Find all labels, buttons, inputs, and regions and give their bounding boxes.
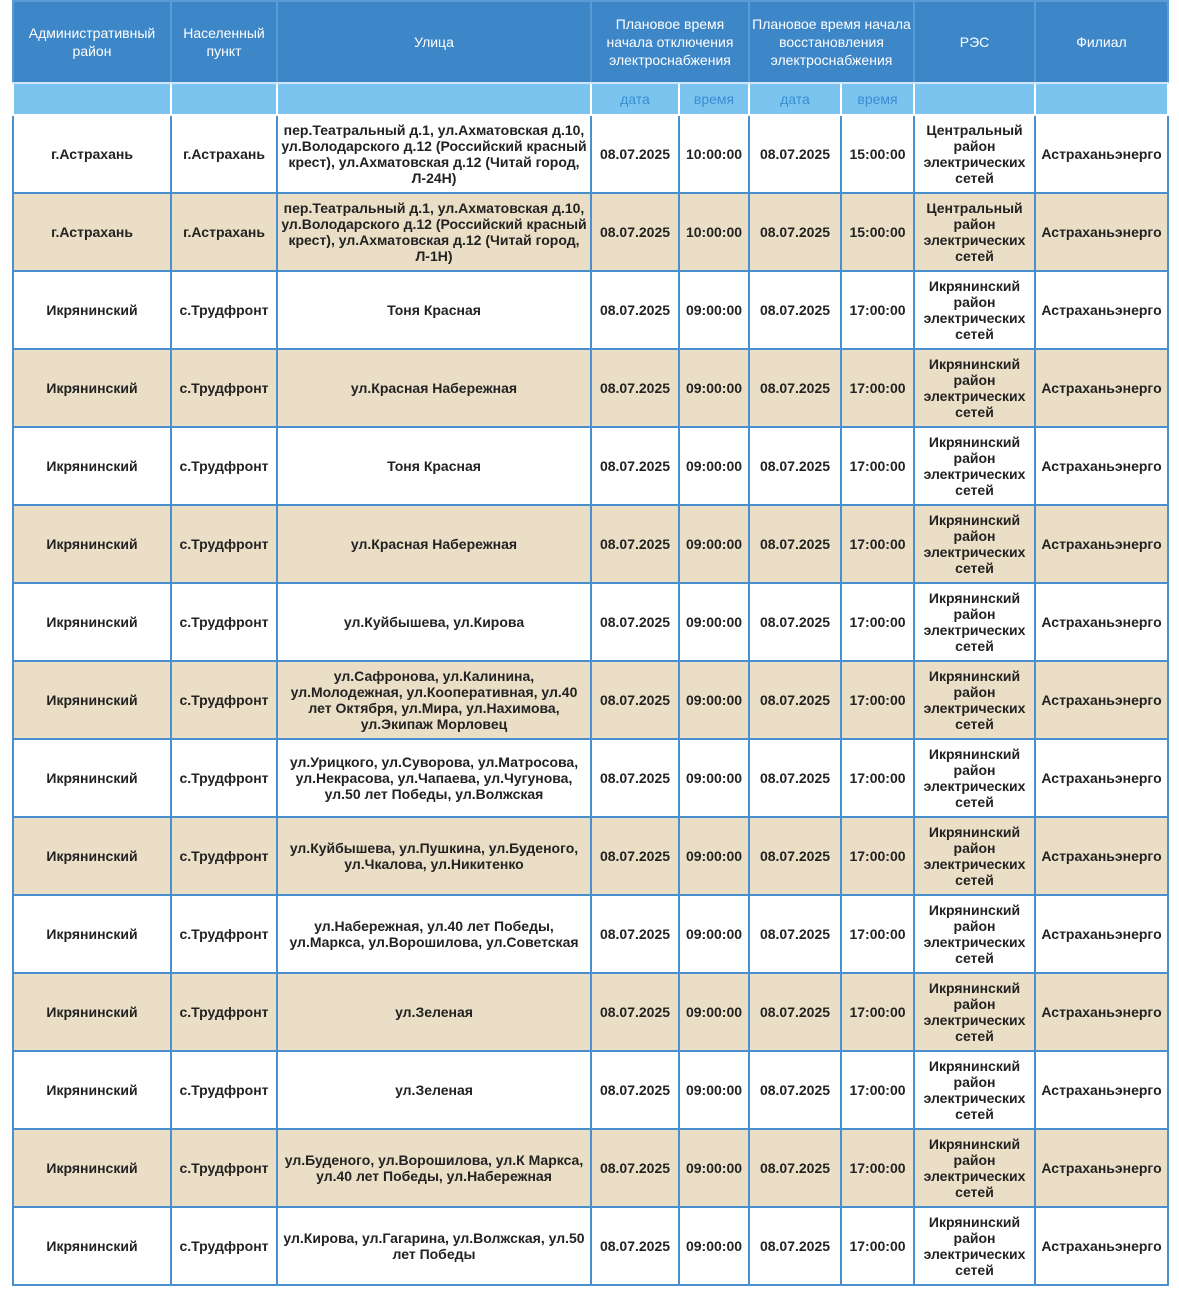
cell-res: Икрянинский район электрических сетей [914, 1051, 1035, 1129]
cell-end-date: 08.07.2025 [749, 1051, 841, 1129]
cell-branch: Астраханьэнерго [1035, 973, 1168, 1051]
cell-res: Икрянинский район электрических сетей [914, 505, 1035, 583]
table-row [13, 115, 1168, 193]
cell-end-time: 15:00:00 [841, 115, 914, 193]
cell-start-date: 08.07.2025 [591, 817, 679, 895]
cell-branch: Астраханьэнерго [1035, 271, 1168, 349]
cell-res: Икрянинский район электрических сетей [914, 1129, 1035, 1207]
table-row [13, 427, 1168, 505]
cell-locality: с.Трудфронт [171, 817, 277, 895]
cell-res: Икрянинский район электрических сетей [914, 583, 1035, 661]
cell-start-time: 09:00:00 [679, 427, 749, 505]
cell-end-time: 17:00:00 [841, 661, 914, 739]
cell-branch: Астраханьэнерго [1035, 1129, 1168, 1207]
cell-locality: с.Трудфронт [171, 349, 277, 427]
cell-start-time: 10:00:00 [679, 115, 749, 193]
header-res: РЭС [914, 1, 1035, 83]
cell-street: ул.Красная Набережная [277, 349, 591, 427]
cell-district: Икрянинский [13, 505, 171, 583]
cell-street: ул.Зеленая [277, 1051, 591, 1129]
cell-start-date: 08.07.2025 [591, 193, 679, 271]
header-start: Плановое время начала отключения электроснабжения [591, 1, 749, 83]
table-row [13, 271, 1168, 349]
cell-street: ул.Кирова, ул.Гагарина, ул.Волжская, ул.50 лет Победы [277, 1207, 591, 1285]
cell-start-time: 09:00:00 [679, 817, 749, 895]
cell-street: ул.Набережная, ул.40 лет Победы, ул.Маркса, ул.Ворошилова, ул.Советская [277, 895, 591, 973]
cell-end-date: 08.07.2025 [749, 1129, 841, 1207]
cell-start-date: 08.07.2025 [591, 349, 679, 427]
table-row [13, 505, 1168, 583]
subheader-row [13, 83, 1168, 115]
table-row [13, 739, 1168, 817]
cell-end-date: 08.07.2025 [749, 115, 841, 193]
cell-start-time: 09:00:00 [679, 349, 749, 427]
cell-res: Икрянинский район электрических сетей [914, 271, 1035, 349]
cell-district: Икрянинский [13, 973, 171, 1051]
subheader-empty [1035, 83, 1168, 115]
cell-district: Икрянинский [13, 1129, 171, 1207]
cell-start-date: 08.07.2025 [591, 1129, 679, 1207]
cell-end-date: 08.07.2025 [749, 739, 841, 817]
cell-end-time: 17:00:00 [841, 271, 914, 349]
cell-start-date: 08.07.2025 [591, 1051, 679, 1129]
subheader-empty [914, 83, 1035, 115]
cell-end-time: 17:00:00 [841, 895, 914, 973]
cell-district: Икрянинский [13, 661, 171, 739]
cell-res: Икрянинский район электрических сетей [914, 1207, 1035, 1285]
cell-district: Икрянинский [13, 817, 171, 895]
cell-start-time: 09:00:00 [679, 1129, 749, 1207]
cell-end-time: 17:00:00 [841, 973, 914, 1051]
cell-district: Икрянинский [13, 739, 171, 817]
cell-start-date: 08.07.2025 [591, 973, 679, 1051]
cell-end-date: 08.07.2025 [749, 505, 841, 583]
cell-locality: г.Астрахань [171, 193, 277, 271]
cell-start-time: 09:00:00 [679, 1051, 749, 1129]
table-row [13, 895, 1168, 973]
cell-end-date: 08.07.2025 [749, 1207, 841, 1285]
subheader-start-date: дата [591, 83, 679, 115]
cell-locality: г.Астрахань [171, 115, 277, 193]
cell-start-time: 09:00:00 [679, 505, 749, 583]
cell-district: Икрянинский [13, 271, 171, 349]
cell-end-time: 17:00:00 [841, 739, 914, 817]
cell-locality: с.Трудфронт [171, 427, 277, 505]
cell-end-time: 15:00:00 [841, 193, 914, 271]
cell-end-time: 17:00:00 [841, 817, 914, 895]
cell-res: Икрянинский район электрических сетей [914, 661, 1035, 739]
cell-start-time: 09:00:00 [679, 973, 749, 1051]
cell-street: ул.Буденого, ул.Ворошилова, ул.К Маркса, ул.40 лет Победы, ул.Набережная [277, 1129, 591, 1207]
cell-end-time: 17:00:00 [841, 1129, 914, 1207]
cell-locality: с.Трудфронт [171, 739, 277, 817]
cell-branch: Астраханьэнерго [1035, 1051, 1168, 1129]
header-locality: Населенный пункт [171, 1, 277, 83]
cell-start-time: 09:00:00 [679, 739, 749, 817]
cell-res: Центральный район электрических сетей [914, 115, 1035, 193]
cell-locality: с.Трудфронт [171, 583, 277, 661]
cell-start-date: 08.07.2025 [591, 427, 679, 505]
header-restore: Плановое время начала восстановления электроснабжения [749, 1, 914, 83]
cell-res: Икрянинский район электрических сетей [914, 349, 1035, 427]
cell-locality: с.Трудфронт [171, 1129, 277, 1207]
cell-res: Икрянинский район электрических сетей [914, 817, 1035, 895]
cell-start-time: 09:00:00 [679, 271, 749, 349]
cell-locality: с.Трудфронт [171, 505, 277, 583]
table-row [13, 1129, 1168, 1207]
cell-end-date: 08.07.2025 [749, 349, 841, 427]
cell-street: ул.Куйбышева, ул.Пушкина, ул.Буденого, ул.Чкалова, ул.Никитенко [277, 817, 591, 895]
cell-district: Икрянинский [13, 1207, 171, 1285]
table-body [13, 115, 1168, 1285]
cell-street: Тоня Красная [277, 427, 591, 505]
cell-district: г.Астрахань [13, 193, 171, 271]
cell-start-date: 08.07.2025 [591, 271, 679, 349]
cell-district: Икрянинский [13, 1051, 171, 1129]
header-row [13, 1, 1168, 83]
table-row [13, 973, 1168, 1051]
cell-end-time: 17:00:00 [841, 1051, 914, 1129]
cell-street: ул.Зеленая [277, 973, 591, 1051]
cell-end-date: 08.07.2025 [749, 895, 841, 973]
outage-schedule-table [12, 0, 1169, 1286]
cell-locality: с.Трудфронт [171, 973, 277, 1051]
cell-end-time: 17:00:00 [841, 349, 914, 427]
cell-start-time: 09:00:00 [679, 661, 749, 739]
table-row [13, 1051, 1168, 1129]
header-district: Административный район [13, 1, 171, 83]
table-row [13, 661, 1168, 739]
cell-start-date: 08.07.2025 [591, 115, 679, 193]
cell-res: Икрянинский район электрических сетей [914, 895, 1035, 973]
cell-street: пер.Театральный д.1, ул.Ахматовская д.10, ул.Володарского д.12 (Российский красный крест), ул.Ахматовская д.12 (Читай город, Л-1Н) [277, 193, 591, 271]
cell-start-date: 08.07.2025 [591, 895, 679, 973]
cell-branch: Астраханьэнерго [1035, 739, 1168, 817]
subheader-start-time: время [679, 83, 749, 115]
cell-locality: с.Трудфронт [171, 661, 277, 739]
cell-branch: Астраханьэнерго [1035, 817, 1168, 895]
cell-district: г.Астрахань [13, 115, 171, 193]
cell-start-time: 09:00:00 [679, 583, 749, 661]
subheader-empty [13, 83, 171, 115]
table-row [13, 349, 1168, 427]
cell-branch: Астраханьэнерго [1035, 1207, 1168, 1285]
subheader-empty [277, 83, 591, 115]
cell-start-time: 10:00:00 [679, 193, 749, 271]
cell-end-date: 08.07.2025 [749, 661, 841, 739]
cell-start-time: 09:00:00 [679, 895, 749, 973]
header-branch: Филиал [1035, 1, 1168, 83]
cell-branch: Астраханьэнерго [1035, 895, 1168, 973]
cell-street: ул.Куйбышева, ул.Кирова [277, 583, 591, 661]
cell-street: ул.Урицкого, ул.Суворова, ул.Матросова, ул.Некрасова, ул.Чапаева, ул.Чугунова, ул.50 лет Победы, ул.Волжская [277, 739, 591, 817]
cell-end-date: 08.07.2025 [749, 271, 841, 349]
cell-locality: с.Трудфронт [171, 1051, 277, 1129]
table-row [13, 583, 1168, 661]
cell-district: Икрянинский [13, 583, 171, 661]
subheader-empty [171, 83, 277, 115]
cell-locality: с.Трудфронт [171, 271, 277, 349]
cell-res: Икрянинский район электрических сетей [914, 973, 1035, 1051]
cell-end-date: 08.07.2025 [749, 193, 841, 271]
cell-street: ул.Красная Набережная [277, 505, 591, 583]
cell-district: Икрянинский [13, 427, 171, 505]
cell-start-date: 08.07.2025 [591, 1207, 679, 1285]
table-row [13, 1207, 1168, 1285]
cell-start-date: 08.07.2025 [591, 739, 679, 817]
subheader-end-date: дата [749, 83, 841, 115]
cell-start-date: 08.07.2025 [591, 661, 679, 739]
cell-locality: с.Трудфронт [171, 1207, 277, 1285]
cell-res: Центральный район электрических сетей [914, 193, 1035, 271]
cell-branch: Астраханьэнерго [1035, 193, 1168, 271]
header-street: Улица [277, 1, 591, 83]
table-row [13, 193, 1168, 271]
cell-branch: Астраханьэнерго [1035, 349, 1168, 427]
cell-end-time: 17:00:00 [841, 1207, 914, 1285]
cell-locality: с.Трудфронт [171, 895, 277, 973]
cell-branch: Астраханьэнерго [1035, 427, 1168, 505]
cell-branch: Астраханьэнерго [1035, 661, 1168, 739]
cell-start-time: 09:00:00 [679, 1207, 749, 1285]
cell-street: Тоня Красная [277, 271, 591, 349]
cell-end-time: 17:00:00 [841, 583, 914, 661]
cell-district: Икрянинский [13, 895, 171, 973]
cell-end-date: 08.07.2025 [749, 427, 841, 505]
subheader-end-time: время [841, 83, 914, 115]
cell-end-date: 08.07.2025 [749, 973, 841, 1051]
cell-end-date: 08.07.2025 [749, 583, 841, 661]
cell-end-date: 08.07.2025 [749, 817, 841, 895]
cell-branch: Астраханьэнерго [1035, 583, 1168, 661]
cell-district: Икрянинский [13, 349, 171, 427]
cell-start-date: 08.07.2025 [591, 505, 679, 583]
cell-street: ул.Сафронова, ул.Калинина, ул.Молодежная, ул.Кооперативная, ул.40 лет Октября, ул.Мира, ул.Нахимова, ул.Экипаж Морловец [277, 661, 591, 739]
cell-res: Икрянинский район электрических сетей [914, 739, 1035, 817]
cell-branch: Астраханьэнерго [1035, 505, 1168, 583]
cell-res: Икрянинский район электрических сетей [914, 427, 1035, 505]
cell-end-time: 17:00:00 [841, 427, 914, 505]
cell-branch: Астраханьэнерго [1035, 115, 1168, 193]
table-row [13, 817, 1168, 895]
cell-street: пер.Театральный д.1, ул.Ахматовская д.10, ул.Володарского д.12 (Российский красный крест), ул.Ахматовская д.12 (Читай город, Л-24Н) [277, 115, 591, 193]
cell-start-date: 08.07.2025 [591, 583, 679, 661]
cell-end-time: 17:00:00 [841, 505, 914, 583]
